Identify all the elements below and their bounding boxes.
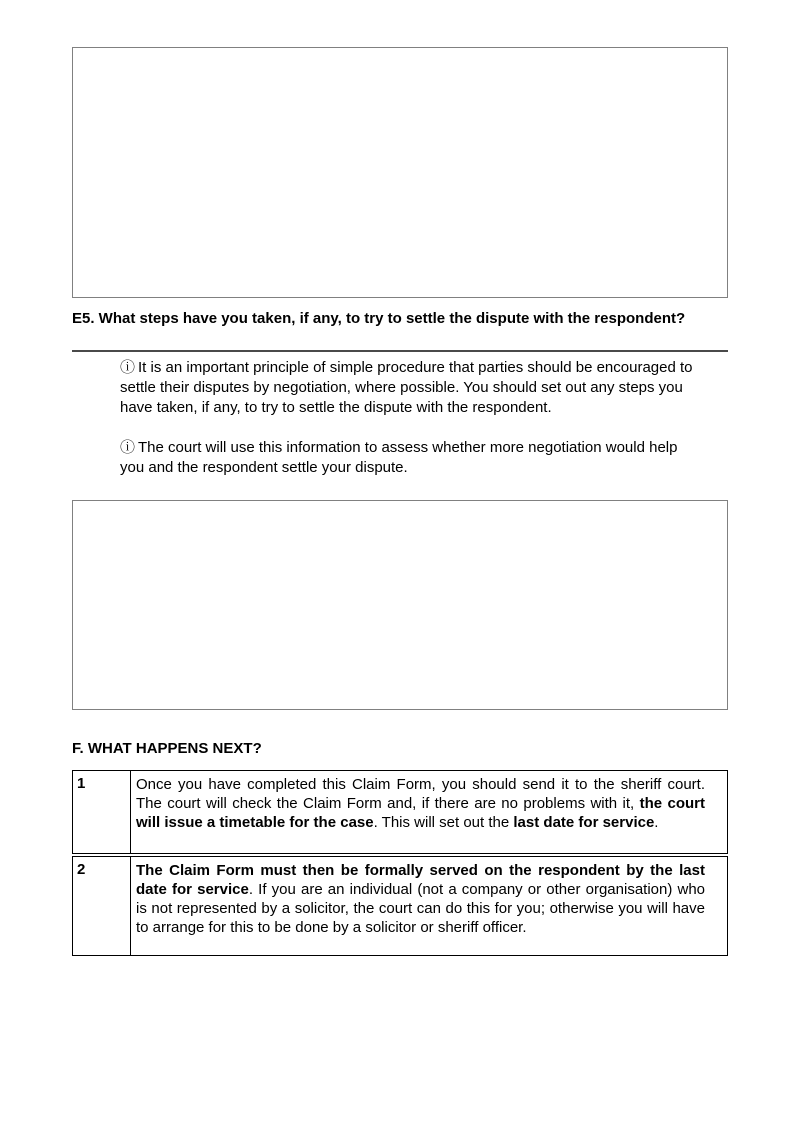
section-f-heading: F. WHAT HAPPENS NEXT? — [72, 740, 262, 757]
info-icon: ⓘ — [120, 439, 136, 456]
row-number-cell: 2 — [73, 857, 131, 955]
answer-textarea-top[interactable] — [72, 47, 728, 298]
info-block — [120, 358, 703, 478]
heading-divider — [72, 350, 728, 352]
row-content-cell: The Claim Form must then be formally served on the respondent by the last date for service. If you are an individual (not a company or other organisation) who is not represented by a solicitor, the court can do this for you; otherwise you will have to arrange for this to be done by a solicitor or sheriff officer. — [136, 862, 706, 936]
info-paragraph-1-text: It is an important principle of simple procedure that parties should be encouraged to settle their disputes by negotiation, where possible. You should set out any steps you have taken, if any, to try to settle the dispute with the respondent. — [120, 359, 693, 416]
section-e5-heading: E5. What steps have you taken, if any, to try to settle the dispute with the respondent? — [72, 310, 686, 327]
table-row — [72, 856, 728, 956]
info-paragraph-2-text: The court will use this information to assess whether more negotiation would help you and the respondent settle your dispute. — [120, 439, 678, 476]
info-paragraph-1 — [120, 358, 703, 418]
info-paragraph-2 — [120, 438, 703, 478]
row-content-cell: Once you have completed this Claim Form, you should send it to the sheriff court. The court will check the Claim Form and, if there are no problems with it, the court will issue a timetable for the case. This will set out the last date for service. — [136, 776, 706, 831]
what-happens-next-table — [72, 770, 728, 956]
info-icon: ⓘ — [120, 359, 136, 376]
row-number-cell: 1 — [73, 771, 131, 853]
answer-textarea-e5[interactable] — [72, 500, 728, 710]
table-row — [72, 770, 728, 854]
